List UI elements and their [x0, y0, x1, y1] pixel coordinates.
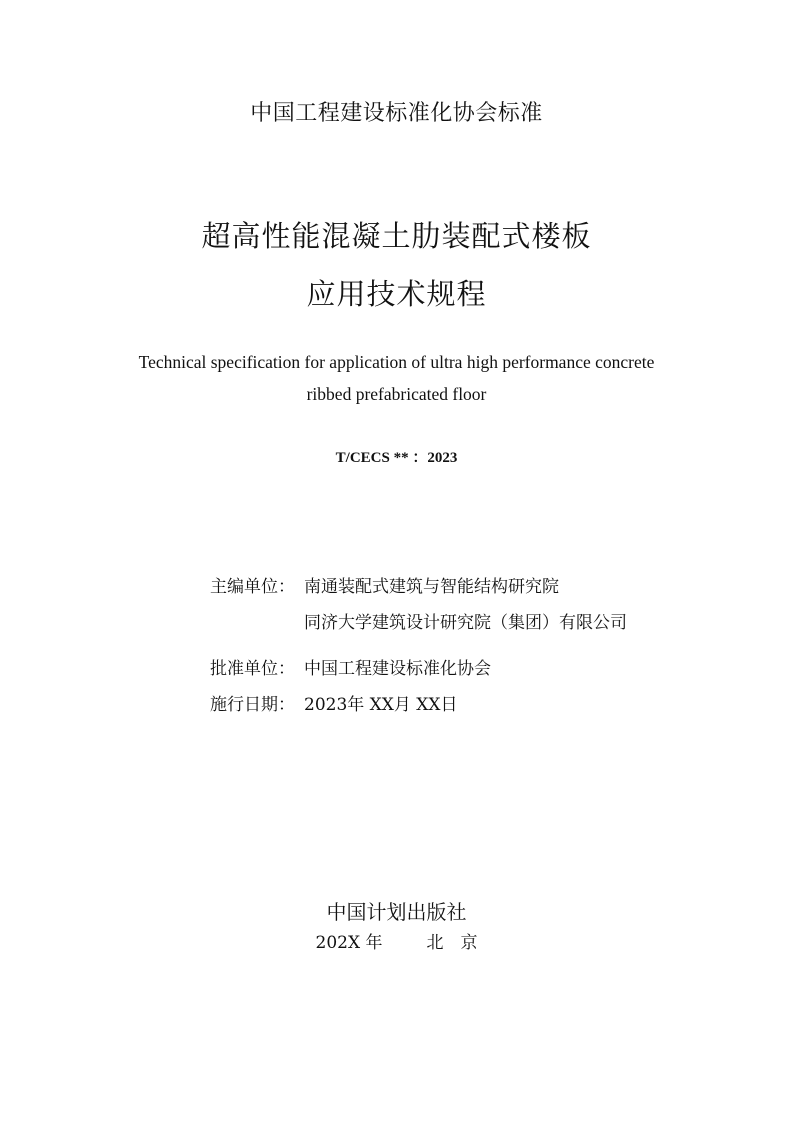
editor-row	[210, 572, 559, 597]
publisher-name: 中国计划出版社	[326, 900, 467, 924]
editor-unit-1: 南通装配式建筑与智能结构研究院	[304, 577, 559, 597]
date-label: 施行日期：	[210, 695, 295, 715]
approver-label: 批准单位：	[210, 659, 295, 679]
title-en-line1: Technical specification for application of ultra high performance concrete	[138, 352, 655, 372]
title-cn-line2: 应用技术规程	[306, 277, 487, 311]
date-row	[210, 690, 457, 715]
approver-unit: 中国工程建设标准化协会	[304, 659, 491, 679]
publish-city: 北 京	[426, 933, 478, 953]
approver-row	[210, 654, 491, 679]
effective-date: 2023年 XX月 XX日	[304, 695, 458, 715]
association-title: 中国工程建设标准化协会标准	[250, 101, 543, 126]
editor-unit-2: 同济大学建筑设计研究院（集团）有限公司	[304, 613, 627, 633]
title-en-line2: ribbed prefabricated floor	[306, 384, 487, 404]
editor-label: 主编单位：	[210, 577, 295, 597]
publish-year: 202X 年	[315, 933, 383, 953]
standard-code: T/CECS ** ：2023	[335, 450, 458, 466]
publisher-line	[0, 928, 793, 953]
title-cn-line1: 超高性能混凝土肋装配式楼板	[201, 219, 592, 253]
